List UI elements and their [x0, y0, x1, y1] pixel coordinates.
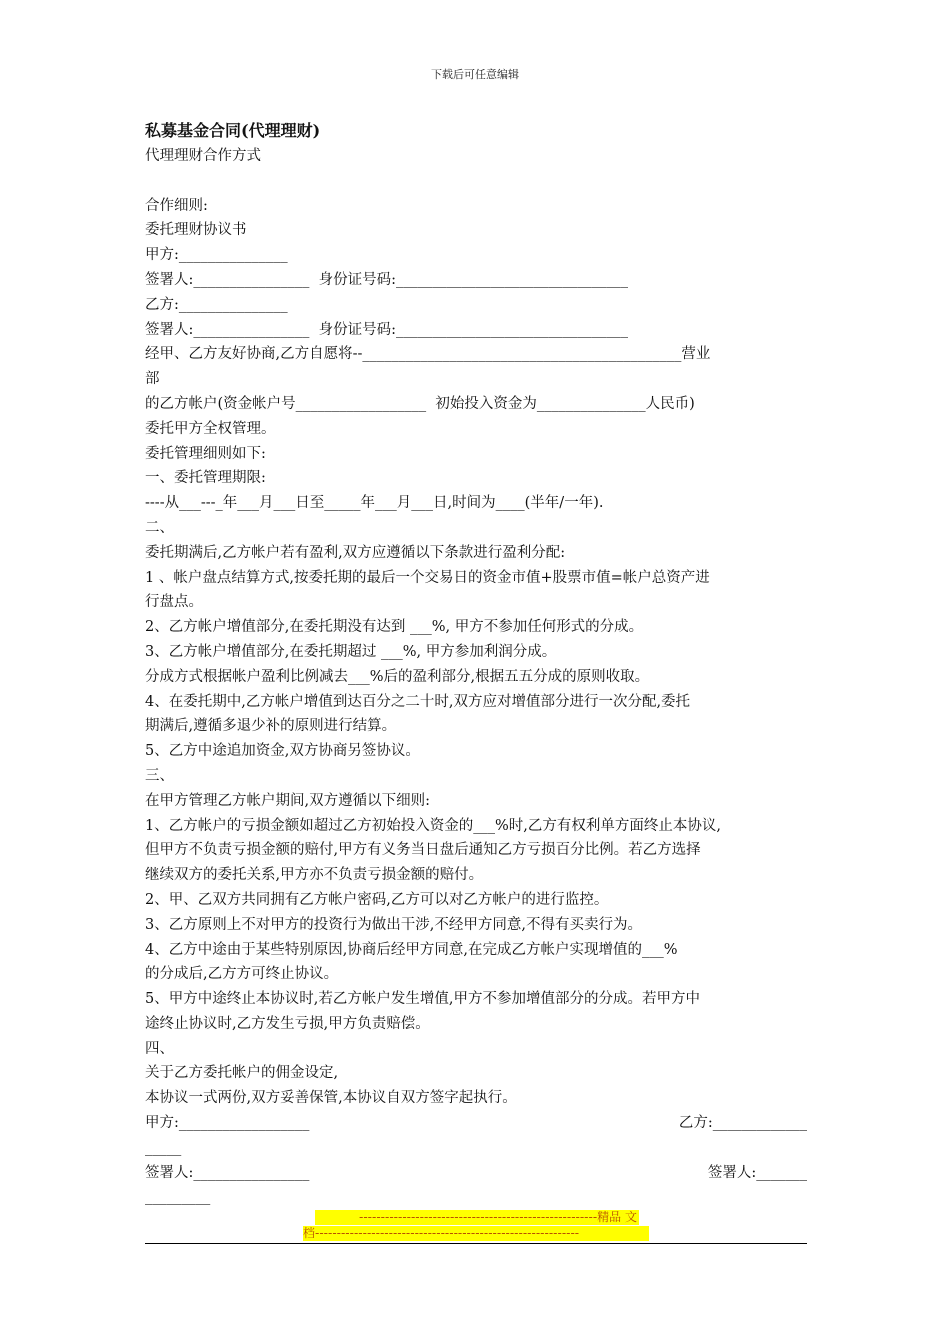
signature-row-parties	[145, 1111, 807, 1136]
document-body	[145, 118, 807, 1210]
text-line: 的分成后,乙方方可终止协议。	[145, 966, 339, 983]
text-line: ----从___---_年___月___日至_____年___月___日,时间为____(半年/一年).	[145, 495, 604, 512]
text-line: 但甲方不负责亏损金额的赔付,甲方有义务当日盘后通知乙方亏损百分比例。若乙方选择	[145, 842, 701, 859]
text-line: 一、委托管理期限:	[145, 470, 266, 487]
text-line: 部	[145, 371, 160, 388]
text-line: 委托管理细则如下:	[145, 445, 266, 462]
text-line: 经甲、乙方友好协商,乙方自愿将--____________________________________________营业	[145, 346, 711, 363]
signature-row-signers	[145, 1161, 807, 1186]
text-line: 关于乙方委托帐户的佣金设定,	[145, 1065, 339, 1082]
party-a-signature: 甲方:__________________	[145, 1115, 310, 1132]
text-line: 委托期满后,乙方帐户若有盈利,双方应遵循以下条款进行盈利分配:	[145, 544, 566, 561]
text-line: 途终止协议时,乙方发生亏损,甲方负责赔偿。	[145, 1015, 430, 1032]
text-line: 行盘点。	[145, 594, 203, 611]
text-line: 甲方:_______________	[145, 247, 288, 264]
text-line: 代理理财合作方式	[145, 148, 261, 164]
text-line: 签署人:________________ 身份证号码:________________________________	[145, 271, 628, 288]
text-line: 3、乙方原则上不对甲方的投资行为做出干涉,不经甲方同意,不得有买卖行为。	[145, 916, 642, 933]
text-line: 1、乙方帐户的亏损金额如超过乙方初始投入资金的___%时,乙方有权利单方面终止本协议,	[145, 817, 721, 834]
text-line: 三、	[145, 767, 174, 784]
text-line: 1 、帐户盘点结算方式,按委托期的最后一个交易日的资金市值+股票市值=帐户总资产进	[145, 569, 710, 586]
text-line: 的乙方帐户(资金帐户号__________________ 初始投入资金为_______________人民币)	[145, 395, 695, 412]
text-line: 本协议一式两份,双方妥善保管,本协议自双方签字起执行。	[145, 1090, 517, 1107]
text-line: 分成方式根据帐户盈利比例减去___%后的盈利部分,根据五五分成的原则收取。	[145, 668, 650, 685]
party-b-signature-continued: _____	[145, 1139, 182, 1156]
text-line: 二、	[145, 519, 174, 536]
text-line: 在甲方管理乙方帐户期间,双方遵循以下细则:	[145, 792, 430, 809]
signer-b-signature-continued: _________	[145, 1189, 211, 1206]
footer-rule	[145, 1243, 807, 1244]
text-line: 四、	[145, 1040, 174, 1057]
text-line: 乙方:_______________	[145, 296, 288, 313]
party-b-signature: 乙方:_____________	[678, 1115, 807, 1132]
text-line: 继续双方的委托关系,甲方亦不负责亏损金额的赔付。	[145, 867, 484, 884]
text-line: 2、乙方帐户增值部分,在委托期没有达到 ___%, 甲方不参加任何形式的分成。	[145, 619, 644, 636]
footer-line-1: -------------------------------------------------------精品 文	[315, 1210, 639, 1225]
text-line: 期满后,遵循多退少补的原则进行结算。	[145, 718, 397, 735]
page-header-note: 下载后可任意编辑	[431, 68, 519, 81]
signer-b-signature: 签署人:_______	[707, 1164, 807, 1181]
footer-line-2: 档-------------------------------------------------------------	[303, 1226, 649, 1241]
text-line: 委托理财协议书	[145, 222, 247, 239]
document-title: 私募基金合同(代理理财)	[145, 121, 321, 140]
text-line: 5、乙方中途追加资金,双方协商另签协议。	[145, 743, 420, 760]
text-line: 4、乙方中途由于某些特别原因,协商后经甲方同意,在完成乙方帐户实现增值的___%	[145, 941, 678, 958]
text-line: 合作细则:	[145, 197, 208, 214]
document-lines	[145, 144, 807, 1111]
text-line: 签署人:________________ 身份证号码:________________________________	[145, 321, 628, 338]
text-line: 4、在委托期中,乙方帐户增值到达百分之二十时,双方应对增值部分进行一次分配,委托	[145, 693, 691, 710]
text-line: 委托甲方全权管理。	[145, 420, 276, 437]
text-line: 3、乙方帐户增值部分,在委托期超过 ___%, 甲方参加利润分成。	[145, 643, 557, 660]
text-line: 2、甲、乙双方共同拥有乙方帐户密码,乙方可以对乙方帐户的进行监控。	[145, 891, 609, 908]
text-line: 5、甲方中途终止本协议时,若乙方帐户发生增值,甲方不参加增值部分的分成。若甲方中	[145, 991, 700, 1008]
signer-a-signature: 签署人:________________	[145, 1164, 310, 1181]
blank-line	[145, 169, 807, 194]
